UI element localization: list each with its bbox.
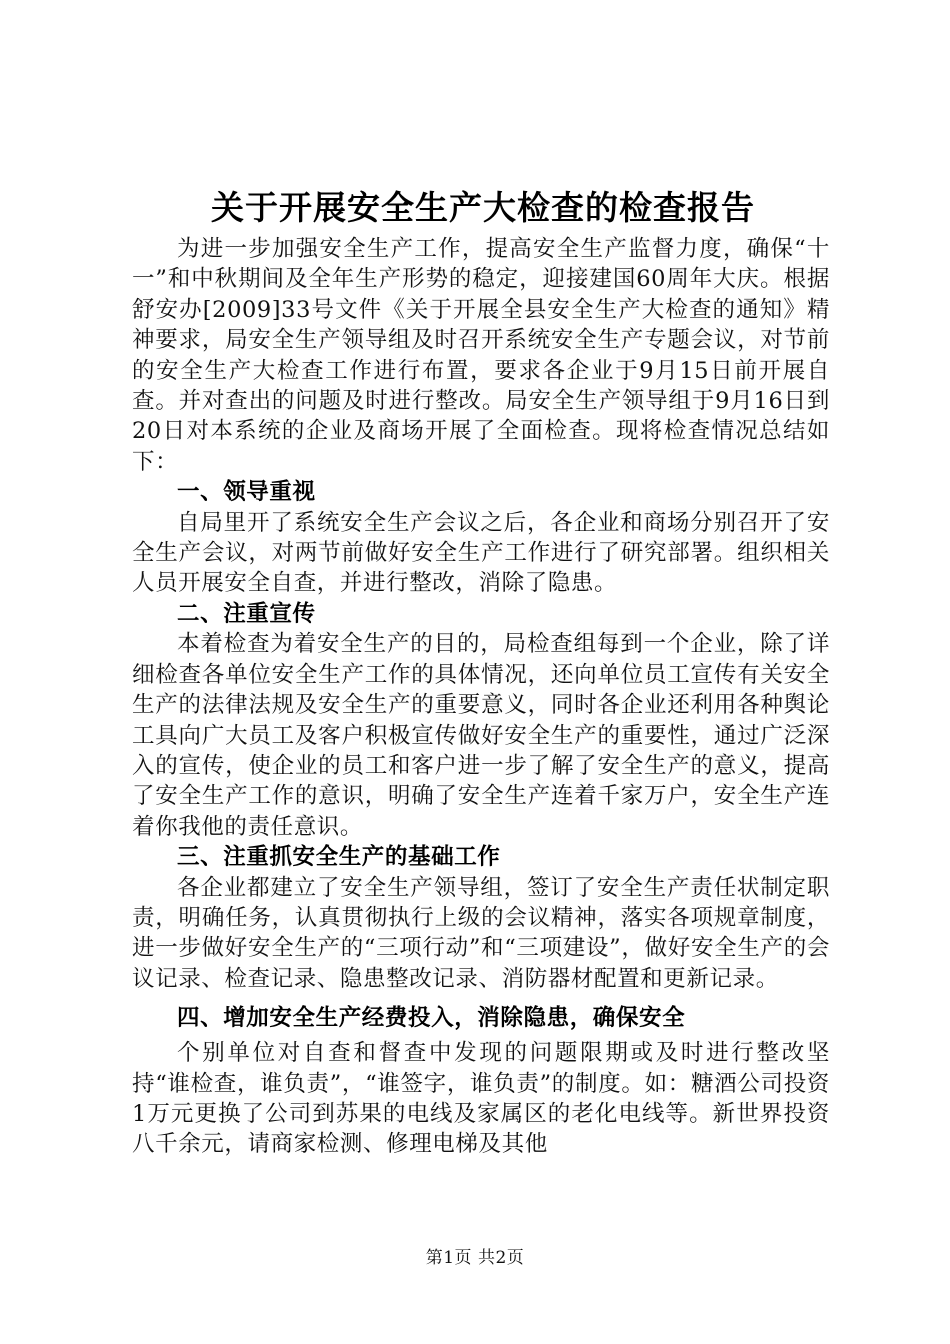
- section-body-2: 本着检查为着安全生产的目的，局检查组每到一个企业，除了详细检查各单位安全生产工作的具体情况，还向单位员工宣传有关安全生产的法律法规及安全生产的重要意义，同时各企业还利用各种舆论工具向广大员工及客户积极宣传做好安全生产的重要性，通过广泛深入的宣传，使企业的员工和客户进一步了解了安全生产的意义，提高了安全生产工作的意识，明确了安全生产连着千家万户，安全生产连着你我他的责任意识。: [132, 631, 830, 840]
- section-body-4: 个别单位对自查和督查中发现的问题限期或及时进行整改坚持“谁检查，谁负责”，“谁签字，谁负责”的制度。如：糖酒公司投资1万元更换了公司到苏果的电线及家属区的老化电线等。新世界投资八千余元，请商家检测、修理电梯及其他: [132, 1040, 830, 1158]
- document-title: 关于开展安全生产大检查的检查报告: [211, 188, 755, 227]
- section-heading-3: 三、注重抓安全生产的基础工作: [177, 844, 501, 871]
- section-heading-4: 四、增加安全生产经费投入，消除隐患，确保安全: [177, 1005, 686, 1032]
- document-page: [132, 182, 830, 1160]
- section-body-3: 各企业都建立了安全生产领导组，签订了安全生产责任状制定职责，明确任务，认真贯彻执行上级的会议精神，落实各项规章制度，进一步做好安全生产的“三项行动”和“三项建设”，做好安全生产的会议记录、检查记录、隐患整改记录、消防器材配置和更新记录。: [132, 874, 830, 992]
- page-number-footer: 第1页 共2页: [425, 1248, 525, 1268]
- section-heading-2: 二、注重宣传: [177, 600, 316, 627]
- intro-paragraph: 为进一步加强安全生产工作，提高安全生产监督力度，确保“十一”和中秋期间及全年生产形势的稳定，迎接建国60周年大庆。根据舒安办[2009]33号文件《关于开展全县安全生产大检查的通知》精神要求，局安全生产领导组及时召开系统安全生产专题会议，对节前的安全生产大检查工作进行布置，要求各企业于9月15日前开展自查。并对查出的问题及时进行整改。局安全生产领导组于9月16日到20日对本系统的企业及商场开展了全面检查。现将检查情况总结如下：: [132, 236, 830, 475]
- section-body-1: 自局里开了系统安全生产会议之后，各企业和商场分别召开了安全生产会议，对两节前做好安全生产工作进行了研究部署。组织相关人员开展安全自查，并进行整改，消除了隐患。: [132, 509, 830, 597]
- section-heading-1: 一、领导重视: [177, 479, 316, 506]
